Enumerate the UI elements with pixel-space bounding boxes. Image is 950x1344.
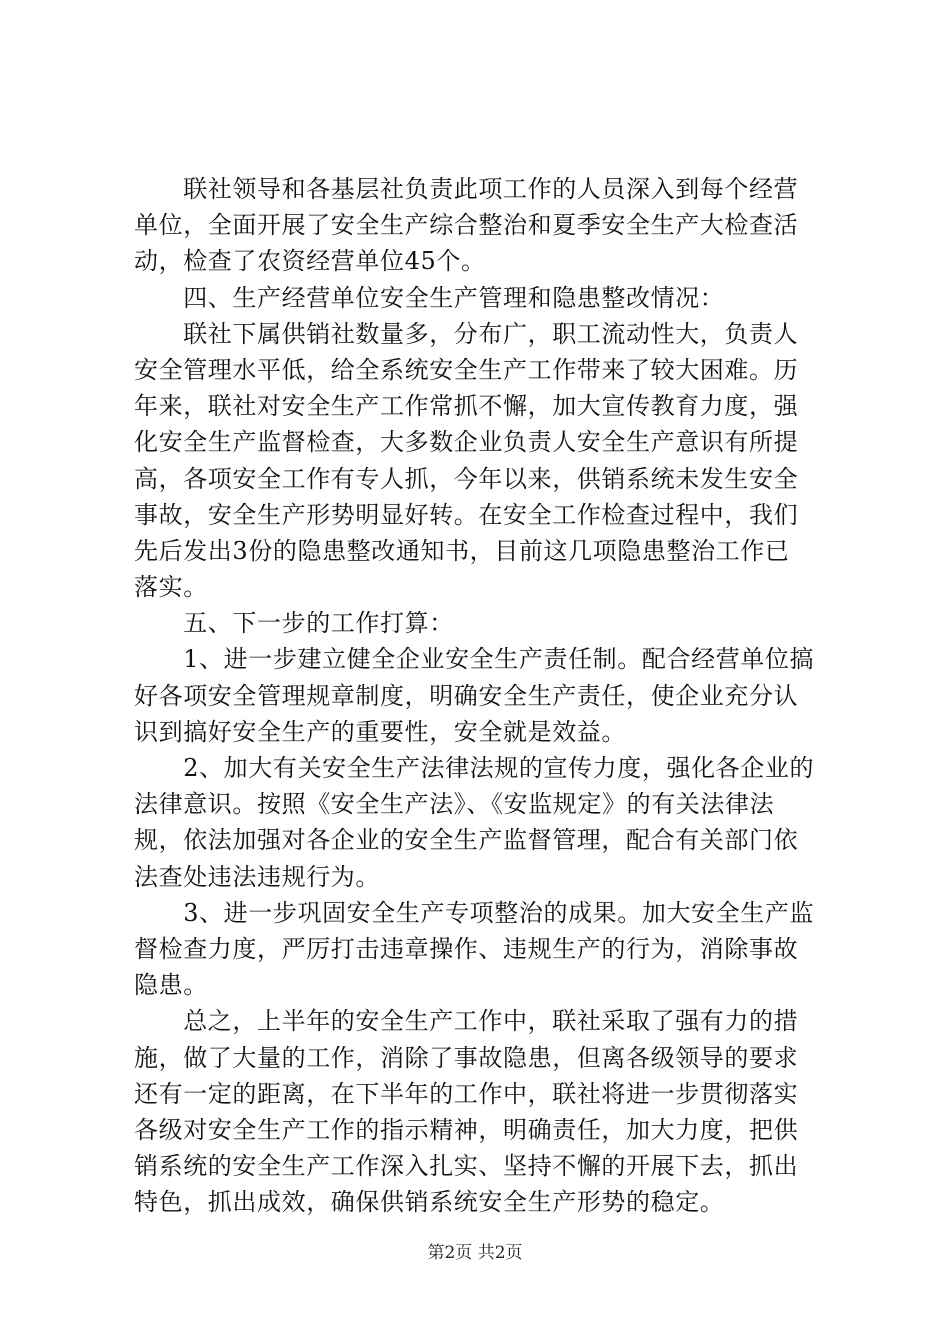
text-line: 先后发出3份的隐患整改通知书，目前这几项隐患整治工作已 <box>134 536 790 565</box>
text-line: 年来，联社对安全生产工作常抓不懈，加大宣传教育力度，强 <box>134 392 799 421</box>
text-line: 各级对安全生产工作的指示精神，明确责任，加大力度，把供 <box>134 1115 799 1144</box>
text-line: 施，做了大量的工作，消除了事故隐患，但离各级领导的要求 <box>134 1043 799 1072</box>
text-line: 规，依法加强对各企业的安全生产监督管理，配合有关部门依 <box>134 826 799 855</box>
text-line: 好各项安全管理规章制度，明确安全生产责任，使企业充分认 <box>134 681 799 710</box>
text-line: 化安全生产监督检查，大多数企业负责人安全生产意识有所提 <box>134 428 799 457</box>
text-line: 识到搞好安全生产的重要性，安全就是效益。 <box>134 717 626 746</box>
text-line: 联社下属供销社数量多，分布广，职工流动性大，负责人 <box>134 319 799 348</box>
text-line: 特色，抓出成效，确保供销系统安全生产形势的稳定。 <box>134 1188 725 1217</box>
text-line: 法律意识。按照《安全生产法》、《安监规定》的有关法律法 <box>134 790 775 819</box>
text-line: 2、加大有关安全生产法律法规的宣传力度，强化各企业的 <box>134 754 815 782</box>
text-line: 落实。 <box>134 573 208 602</box>
text-line: 高，各项安全工作有专人抓，今年以来，供销系统未发生安全 <box>134 464 799 493</box>
document-body <box>134 171 834 1220</box>
section-heading-4: 四、生产经营单位安全生产管理和隐患整改情况： <box>134 283 725 312</box>
page-number-footer: 第2页 共2页 <box>427 1243 523 1263</box>
text-line: 销系统的安全生产工作深入扎实、坚持不懈的开展下去，抓出 <box>134 1152 799 1181</box>
text-line: 安全管理水平低，给全系统安全生产工作带来了较大困难。历 <box>134 355 799 384</box>
text-line: 联社领导和各基层社负责此项工作的人员深入到每个经营 <box>134 175 799 203</box>
text-line: 督检查力度，严厉打击违章操作、违规生产的行为，消除事故 <box>134 934 799 963</box>
text-line: 动，检查了农资经营单位45个。 <box>134 247 486 276</box>
text-line: 单位，全面开展了安全生产综合整治和夏季安全生产大检查活 <box>134 211 799 240</box>
text-line: 法查处违法违规行为。 <box>134 862 380 891</box>
section-heading-5: 五、下一步的工作打算： <box>134 609 454 638</box>
text-line: 事故，安全生产形势明显好转。在安全工作检查过程中，我们 <box>134 500 799 529</box>
text-line: 1、进一步建立健全企业安全生产责任制。配合经营单位搞 <box>134 645 815 674</box>
text-line: 总之，上半年的安全生产工作中，联社采取了强有力的措 <box>134 1007 799 1036</box>
text-line: 3、进一步巩固安全生产专项整治的成果。加大安全生产监 <box>134 898 815 927</box>
text-line: 还有一定的距离，在下半年的工作中，联社将进一步贯彻落实 <box>134 1079 799 1108</box>
text-line: 隐患。 <box>134 971 208 1000</box>
